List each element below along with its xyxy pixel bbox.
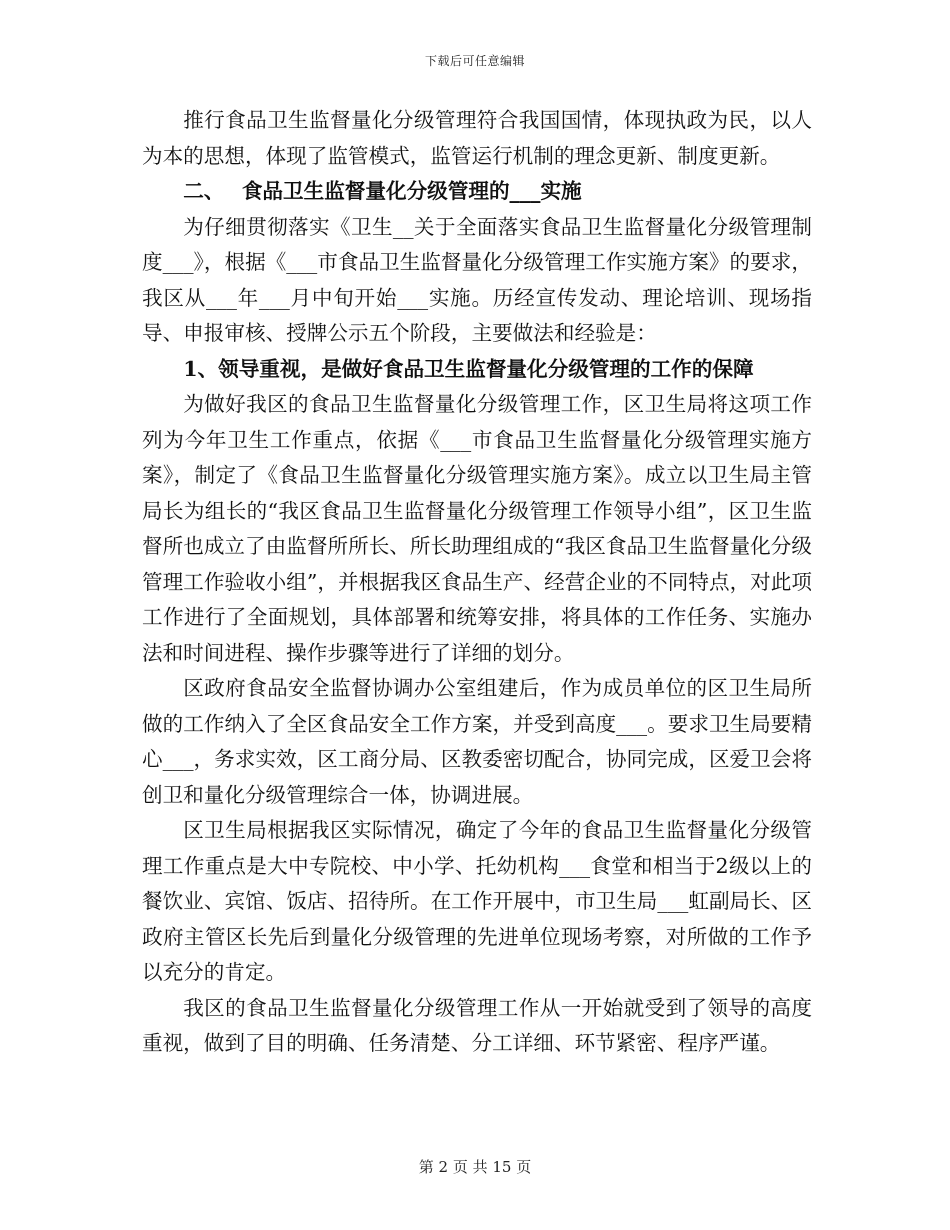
paragraph-body: 我区的食品卫生监督量化分级管理工作从一开始就受到了领导的高度重视，做到了目的明确、任务清楚、分工详细、环节紧密、程序严谨。 <box>142 995 812 1055</box>
section-heading: 二、 食品卫生监督量化分级管理的___实施 <box>183 179 582 203</box>
paragraph-body: 为做好我区的食品卫生监督量化分级管理工作，区卫生局将这项工作列为今年卫生工作重点，依据《___市食品卫生监督量化分级管理实施方案》，制定了《食品卫生监督量化分级管理实施方案》。成立以卫生局主管局长为组长的“我区食品卫生监督量化分级管理工作领导小组”，区卫生监督所也成立了由监督所所长、所长助理组成的“我区食品卫生监督量化分级管理工作验收小组”，并根据我区食品生产、经营企业的不同特点，对此项工作进行了全面规划，具体部署和统筹安排，将具体的工作任务、实施办法和时间进程、操作步骤等进行了详细的划分。 <box>142 392 812 665</box>
page-number: 第 2 页 共 15 页 <box>418 1158 532 1176</box>
paragraph-body: 区卫生局根据我区实际情况，确定了今年的食品卫生监督量化分级管理工作重点是大中专院校、中小学、托幼机构___食堂和相当于2级以上的餐饮业、宾馆、饭店、招待所。在工作开展中，市卫生局___虹副局长、区政府主管区长先后到量化分级管理的先进单位现场考察，对所做的工作予以充分的肯定。 <box>142 818 812 984</box>
page-header: 下载后可任意编辑 <box>424 54 525 68</box>
subsection-heading: 1、领导重视，是做好食品卫生监督量化分级管理的工作的保障 <box>183 356 754 381</box>
paragraph-body: 区政府食品安全监督协调办公室组建后，作为成员单位的区卫生局所做的工作纳入了全区食品安全工作方案，并受到高度___。要求卫生局要精心___，务求实效，区工商分局、区教委密切配合，协同完成，区爱卫会将创卫和量化分级管理综合一体，协调进展。 <box>142 676 812 807</box>
paragraph-body: 为仔细贯彻落实《卫生__关于全面落实食品卫生监督量化分级管理制度___》，根据《___市食品卫生监督量化分级管理工作实施方案》的要求，我区从___年___月中旬开始___实施。历经宣传发动、理论培训、现场指导、申报审核、授牌公示五个阶段，主要做法和经验是： <box>142 214 812 345</box>
paragraph-body: 推行食品卫生监督量化分级管理符合我国国情，体现执政为民，以人为本的思想，体现了监管模式，监管运行机制的理念更新、制度更新。 <box>142 108 812 168</box>
document-body <box>142 103 812 1062</box>
